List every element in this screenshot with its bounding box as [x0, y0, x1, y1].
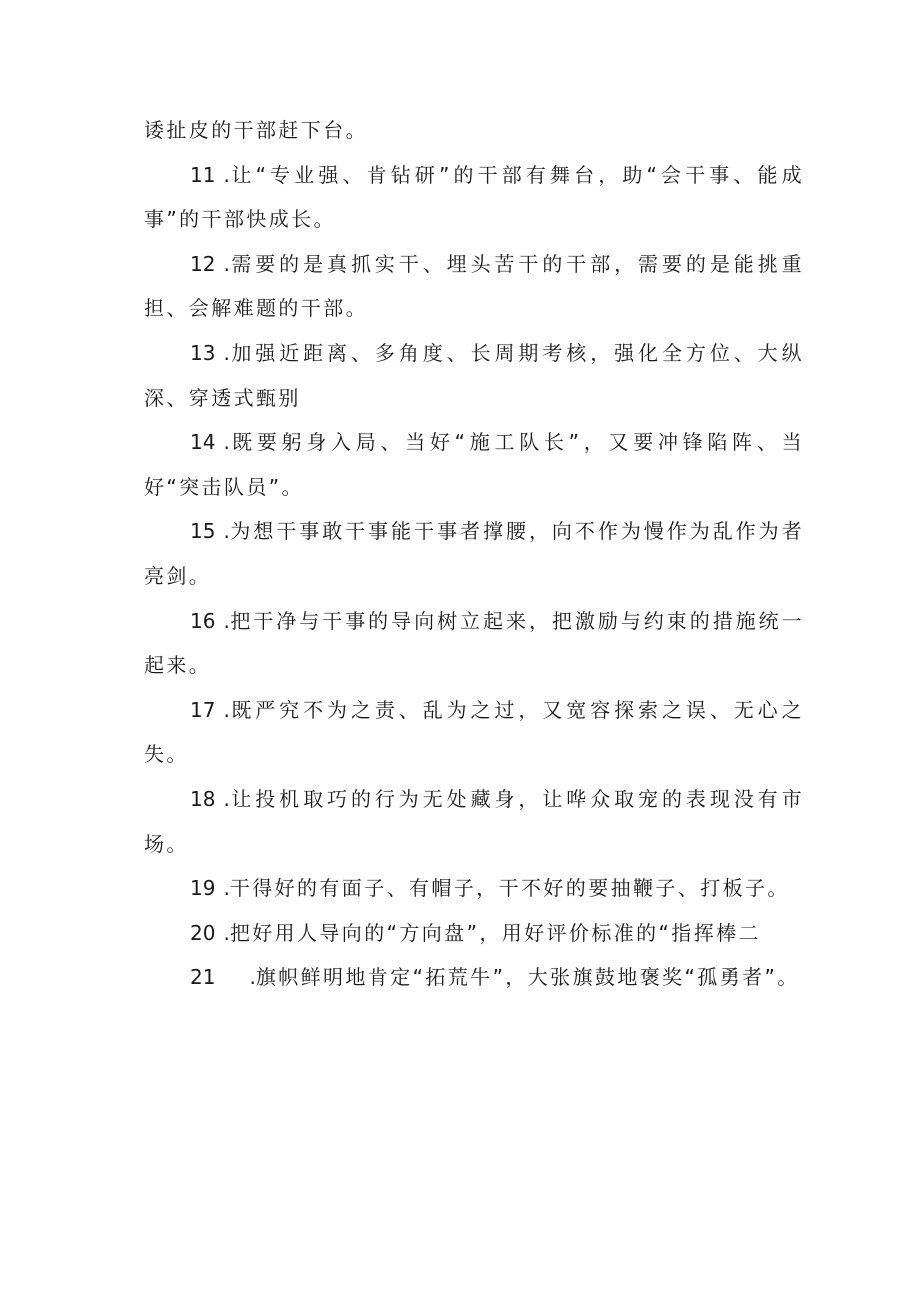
- item-number: 20: [190, 920, 216, 945]
- item-separator: .: [223, 786, 230, 811]
- item-text: 把干净与干事的导向树立起来，把激励与约束的措施统一起来。: [144, 608, 804, 678]
- list-item-19: [144, 866, 804, 911]
- item-text: 旗帜鲜明地肯定“拓荒牛”，大张旗鼓地褒奖“孤勇者”。: [255, 965, 800, 990]
- list-item-12: [144, 242, 804, 331]
- item-separator: .: [223, 251, 230, 276]
- item-text: 让投机取巧的行为无处藏身，让哗众取宠的表现没有市场。: [144, 786, 804, 856]
- item-number: 16: [190, 608, 216, 633]
- list-item-13: [144, 331, 804, 420]
- item-number: 21: [190, 965, 216, 990]
- item-text: 需要的是真抓实干、埋头苦干的干部，需要的是能挑重担、会解难题的干部。: [144, 251, 804, 321]
- list-item-16: [144, 599, 804, 688]
- item-text: 把好用人导向的“方向盘”，用好评价标准的“指挥棒二: [229, 920, 761, 945]
- item-separator: .: [223, 162, 230, 187]
- list-item-18: [144, 777, 804, 866]
- item-separator: .: [223, 430, 230, 455]
- item-separator: .: [223, 519, 230, 544]
- item-separator: .: [223, 876, 230, 901]
- item-text: 既要躬身入局、当好“施工队长”，又要冲锋陷阵、当好“突击队员”。: [144, 430, 804, 499]
- item-text: 干得好的有面子、有帽子，干不好的要抽鞭子、打板子。: [229, 876, 790, 901]
- list-item-15: [144, 509, 804, 598]
- continuation-text: 诿扯皮的干部赶下台。: [144, 118, 368, 142]
- item-text: 让“专业强、肯钻研”的干部有舞台，助“会干事、能成事”的干部快成长。: [144, 162, 804, 232]
- item-separator: .: [223, 608, 230, 633]
- list-item-20: [144, 911, 804, 956]
- item-number: 18: [190, 786, 216, 811]
- list-item-14: [144, 420, 804, 509]
- item-number: 13: [190, 340, 216, 365]
- list-item-11: [144, 153, 804, 242]
- continuation-paragraph: [144, 108, 804, 153]
- item-separator: .: [223, 340, 230, 365]
- item-number: 12: [190, 251, 216, 276]
- list-item-17: [144, 688, 804, 777]
- item-text: 既严究不为之责、乱为之过，又宽容探索之误、无心之失。: [144, 697, 804, 767]
- item-number: 11: [190, 162, 216, 187]
- item-number: 19: [190, 876, 216, 901]
- item-separator: .: [223, 697, 230, 722]
- document-body: [144, 108, 804, 1000]
- item-text: 为想干事敢干事能干事者撑腰，向不作为慢作为乱作为者亮剑。: [144, 519, 804, 588]
- item-separator: .: [249, 965, 256, 990]
- list-item-21: [144, 955, 804, 1000]
- item-number: 17: [190, 697, 216, 722]
- item-text: 加强近距离、多角度、长周期考核，强化全方位、大纵深、穿透式甄别: [144, 340, 804, 410]
- item-number: 15: [190, 519, 216, 544]
- item-separator: .: [223, 920, 230, 945]
- item-number: 14: [190, 430, 216, 455]
